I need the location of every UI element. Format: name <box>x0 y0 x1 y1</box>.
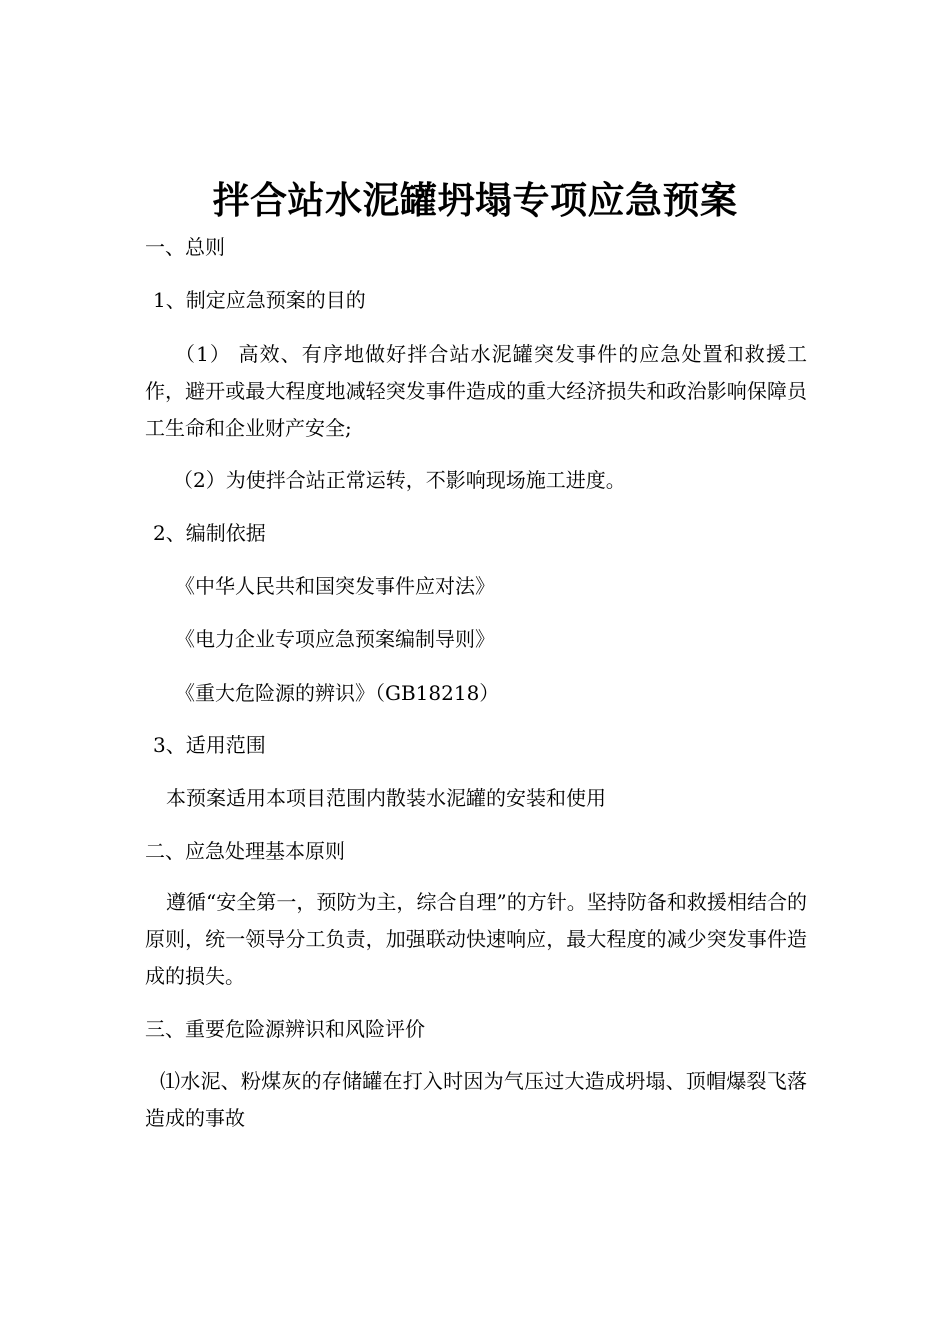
reference-item: 《中华人民共和国突发事件应对法》 <box>175 574 495 598</box>
section-heading-general: 一、总则 <box>145 235 225 259</box>
hazard-item-1: ⑴水泥、粉煤灰的存储罐在打入时因为气压过大造成坍塌、顶帽爆裂飞落造成的事故 <box>145 1069 807 1130</box>
reference-item: 《电力企业专项应急预案编制导则》 <box>175 627 495 651</box>
subsection-heading-scope: 3、适用范围 <box>153 733 266 757</box>
subsection-heading-basis: 2、编制依据 <box>153 521 266 545</box>
document-title: 拌合站水泥罐坍塌专项应急预案 <box>212 178 738 222</box>
section-heading-principles: 二、应急处理基本原则 <box>145 839 345 863</box>
purpose-item-2: （2）为使拌合站正常运转，不影响现场施工进度。 <box>173 468 626 492</box>
purpose-item-1: （1） 高效、有序地做好拌合站水泥罐突发事件的应急处置和救援工作，避开或最大程度地减轻突发事件造成的重大经济损失和政治影响保障员工生命和企业财产安全; <box>145 342 807 440</box>
subsection-heading-purpose: 1、制定应急预案的目的 <box>153 288 366 312</box>
section-heading-hazards: 三、重要危险源辨识和风险评价 <box>145 1017 425 1041</box>
principles-text: 遵循“安全第一，预防为主，综合自理”的方针。坚持防备和救援相结合的原则，统一领导分工负责，加强联动快速响应，最大程度的减少突发事件造成的损失。 <box>145 890 807 988</box>
reference-item: 《重大危险源的辨识》（GB18218） <box>175 681 500 705</box>
scope-text: 本预案适用本项目范围内散装水泥罐的安装和使用 <box>166 786 606 810</box>
